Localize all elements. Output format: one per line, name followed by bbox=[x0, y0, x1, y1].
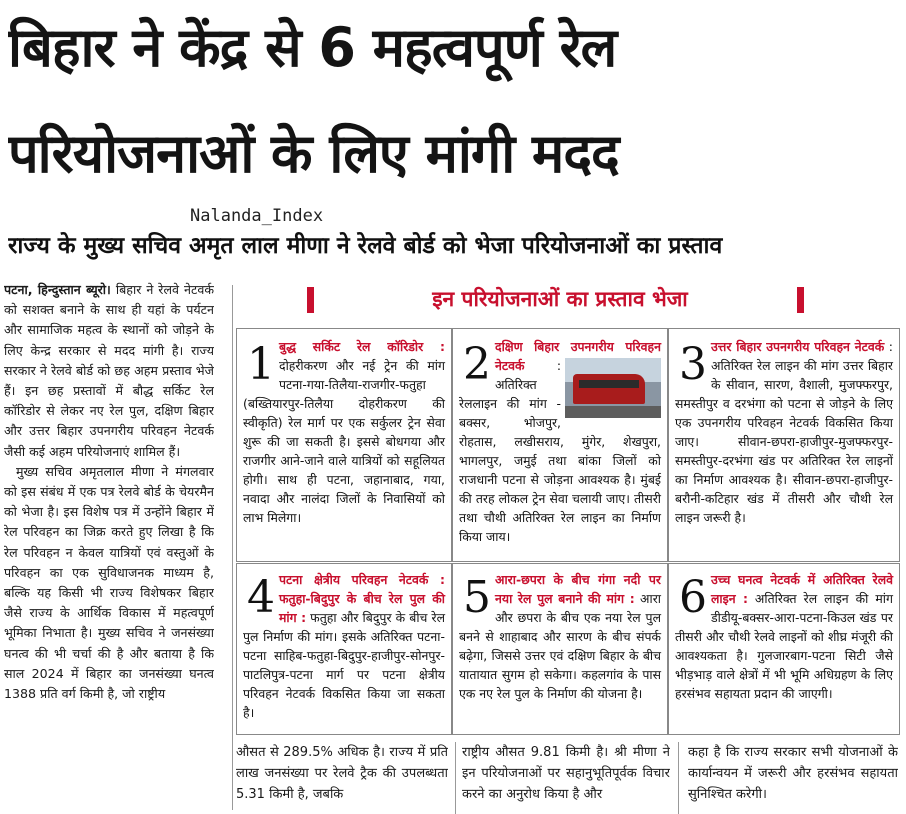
project-number: 4 bbox=[247, 572, 275, 623]
project-number: 6 bbox=[679, 572, 707, 623]
project-number: 5 bbox=[463, 572, 491, 623]
project-body: दोहरीकरण और नई ट्रेन की मांग पटना-गया-तिलैया-राजगीर-फतुहा (बख्तियारपुर-तिलैया दोहरीकरण की स्वीकृति) रेल मार्ग पर एक सर्कुलर ट्रेन सेवा शुरू की जा सकती है। इससे बोधगया और राजगीर आने-जाने वाले यात्रियों को सहूलियत होगी। साथ ही पटना, जहानाबाद, गया, नवादा और नालंदा जिलों के निवासियों को लाभ मिलेगा। bbox=[243, 358, 445, 525]
dateline: पटना, हिन्दुस्तान ब्यूरो। bbox=[4, 282, 111, 297]
project-box-6 bbox=[668, 563, 900, 735]
project-title: उत्तर बिहार उपनगरीय परिवहन नेटवर्क bbox=[711, 339, 885, 354]
bottom-column-3: कहा है कि राज्य सरकार सभी योजनाओं के कार्यान्वयन में जरूरी और हरसंभव सहायता सुनिश्चित करेगी। bbox=[688, 745, 898, 802]
left-column bbox=[4, 280, 214, 810]
banner-bar-right bbox=[797, 287, 804, 313]
bottom-column-1: औसत से 289.5% अधिक है। राज्य में प्रति लाख जनसंख्या पर रेलवे ट्रैक की उपलब्धता 5.31 किमी है, जबकि bbox=[236, 745, 448, 802]
project-title: दक्षिण बिहार उपनगरीय परिवहन नेटवर्क bbox=[495, 339, 661, 373]
bottom-divider-1 bbox=[455, 742, 456, 814]
column-divider bbox=[232, 285, 233, 810]
project-number: 2 bbox=[463, 339, 491, 390]
watermark: Nalanda_Index bbox=[190, 206, 324, 226]
project-body: अतिरिक्त रेल लाइन की मांग डीडीयू-बक्सर-आरा-पटना-किउल खंड पर तीसरी और चौथी रेलवे लाइनों को शीघ्र मंजूरी की आवश्यकता है। गुलजारबाग-पटना सिटी जैसे भीड़भाड़ वाले क्षेत्रों में भी भूमि अधिग्रहण के लिए हरसंभव सहायता प्रदान की जाएगी। bbox=[675, 591, 893, 701]
left-para-1: बिहार ने रेलवे नेटवर्क को सशक्त बनाने के साथ ही यहां के पर्यटन और सामाजिक महत्व के स्थानों को जोड़ने के लिए केन्द्र सरकार से मदद मांगी है। राज्य सरकार ने रेलवे बोर्ड को छह अहम प्रस्ताव भेजे हैं। इन छह प्रस्तावों में बौद्ध सर्किट रेल कॉरिडोर से लेकर नए रेल पुल, दक्षिण बिहार और उत्तर बिहार उपनगरीय परिवहन नेटवर्क जैसी कई अहम परियोजनाएं शामिल हैं। bbox=[4, 282, 214, 459]
subheadline: राज्य के मुख्य सचिव अमृत लाल मीणा ने रेलवे बोर्ड को भेजा परियोजनाओं का प्रस्ताव bbox=[8, 233, 723, 259]
banner-title: इन परियोजनाओं का प्रस्ताव भेजा bbox=[432, 287, 688, 311]
project-body: आरा और छपरा के बीच एक नया रेल पुल बनने से शाहाबाद और सारण के बीच संपर्क बढ़ेगा, जिससे उत्तर एवं दक्षिण बिहार के बीच यातायात सुगम हो सकेगा। कहलगांव के पास एक नए रेल पुल के निर्माण की योजना है। bbox=[459, 591, 661, 701]
project-number: 1 bbox=[247, 339, 275, 390]
left-para-2: मुख्य सचिव अमृतलाल मीणा ने मंगलवार को इस संबंध में एक पत्र रेलवे बोर्ड के चेयरमैन को भेजा है। इस विशेष पत्र में उन्होंने बिहार में रेल परिवहन का जिक्र करते हुए लिखा है कि रेल परिवहन न केवल यात्रियों एवं वस्तुओं के परिवहन का एक सुविधाजनक माध्यम है, बल्कि यह किसी भी राज्य विशेषकर बिहार जैसे राज्य के आर्थिक विकास में महत्वपूर्ण भूमिका निभाता है। मुख्य सचिव ने जनसंख्या घनत्व की भी चर्चा की है और बताया है कि साल 2024 में बिहार का जनसंख्या घनत्व 1388 प्रति वर्ग किमी है, जो राष्ट्रीय bbox=[4, 463, 214, 702]
project-title: पटना क्षेत्रीय परिवहन नेटवर्क : फतुहा-बिदुपुर के बीच रेल पुल की मांग : bbox=[279, 572, 445, 625]
headline-line-2: परियोजनाओं के लिए मांगी मदद bbox=[8, 122, 619, 185]
project-body: फतुहा और बिदुपुर के बीच रेल पुल निर्माण की मांग। इसके अतिरिक्त पटना-पटना साहिब-फतुहा-बिदुपुर-हाजीपुर-सोनपुर-पाटलिपुत्र-पटना मार्ग पर पटना क्षेत्रीय परिवहन नेटवर्क विकसित किया जा सकता है। bbox=[243, 610, 445, 720]
project-box-2 bbox=[452, 328, 668, 562]
headline-line-1: बिहार ने केंद्र से 6 महत्वपूर्ण रेल bbox=[8, 16, 617, 79]
project-box-3 bbox=[668, 328, 900, 562]
project-title: बुद्ध सर्किट रेल कॉरिडोर : bbox=[279, 339, 445, 354]
project-number: 3 bbox=[679, 339, 707, 390]
project-title: आरा-छपरा के बीच गंगा नदी पर नया रेल पुल बनाने की मांग : bbox=[495, 572, 661, 606]
project-box-1 bbox=[236, 328, 452, 562]
bottom-divider-2 bbox=[678, 742, 679, 814]
project-box-5 bbox=[452, 563, 668, 735]
project-body: : अतिरिक्त रेल लाइन की मांग उत्तर बिहार के सीवान, सारण, वैशाली, मुजफ्फरपुर, समस्तीपुर व दरभंगा को पटना से जोड़ने के लिए एक उपनगरीय परिवहन नेटवर्क विकसित किया जाए। सीवान-छपरा-हाजीपुर-मुजफ्फरपुर-समस्तीपुर-दरभंगा खंड पर अतिरिक्त रेल लाइनों का निर्माण आवश्यक है। सीवान-छपरा-हाजीपुर-बरौनी-कटिहार खंड में तीसरी और चौथी रेल लाइन जरूरी है। bbox=[675, 339, 893, 525]
bottom-column-2: राष्ट्रीय औसत 9.81 किमी है। श्री मीणा ने इन परियोजनाओं पर सहानुभूतिपूर्वक विचार करने का अनुरोध किया है और bbox=[462, 745, 670, 802]
project-box-4 bbox=[236, 563, 452, 735]
train-photo bbox=[565, 358, 661, 418]
project-body: : अतिरिक्त रेललाइन की मांग - बक्सर, भोजपुर, रोहतास, लखीसराय, मुंगेर, शेखपुरा, भागलपुर, जमुई तथा बांका जिलों को राजधानी पटना से जोड़ना आवश्यक है। मुंबई की तरह लोकल ट्रेन सेवा चलायी जाए। तीसरी तथा चौथी अतिरिक्त रेल लाइन का निर्माण किया जाय। bbox=[459, 358, 661, 544]
project-title: उच्च घनत्व नेटवर्क में अतिरिक्त रेलवे लाइन : bbox=[711, 572, 893, 606]
